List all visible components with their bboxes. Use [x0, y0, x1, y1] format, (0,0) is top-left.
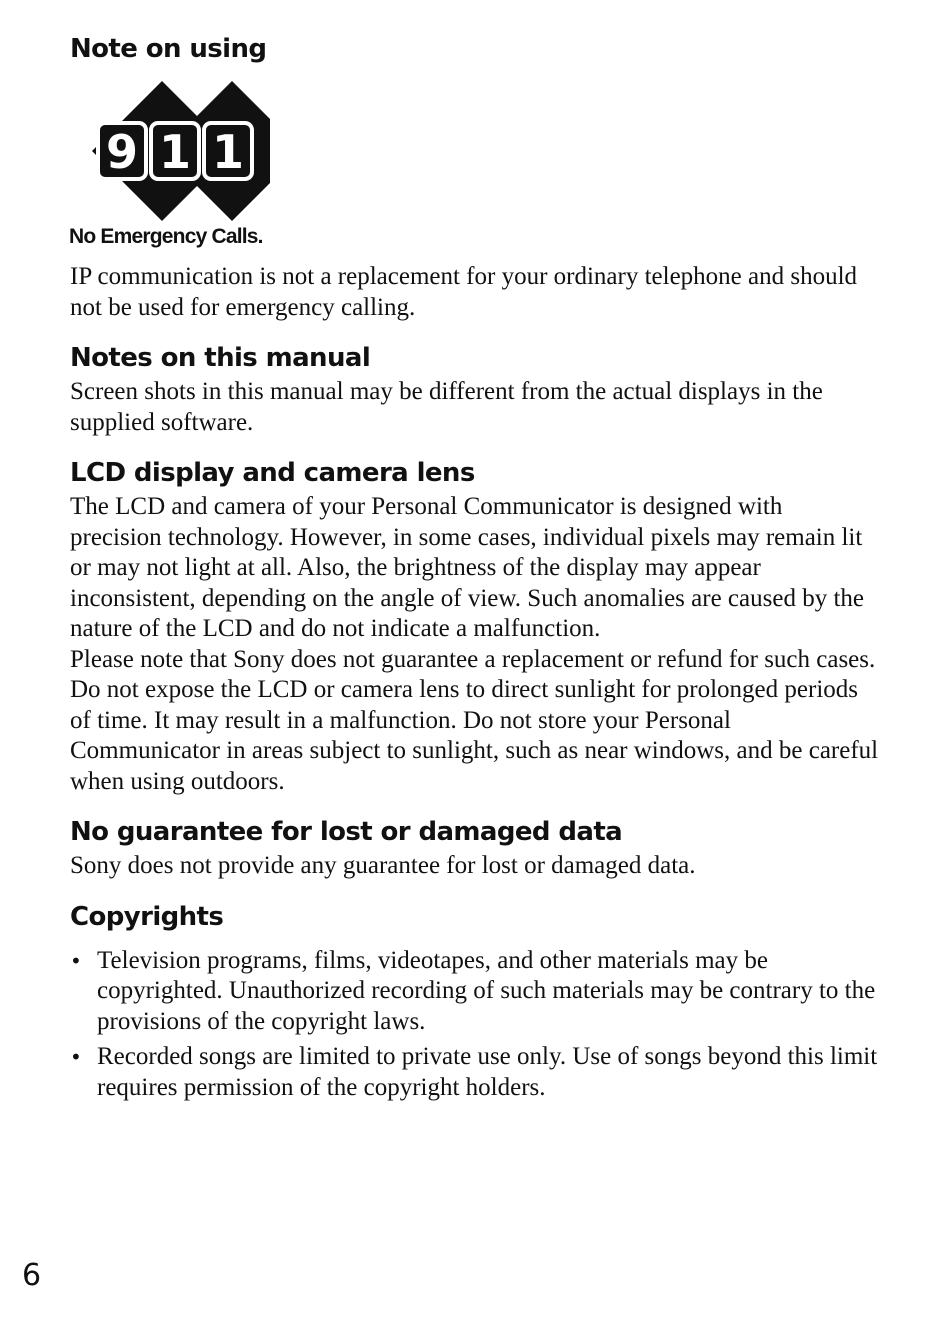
- no-911-emergency-logo-icon: [70, 76, 330, 246]
- paragraph: Do not expose the LCD or camera lens to direct sunlight for prolonged periods of time. It may result in a malfunction. Do not store your Personal Communicator in areas subject to sunlight, such as near windows, and be careful when using outdoors.: [70, 676, 879, 795]
- paragraph: Sony does not provide any guarantee for lost or damaged data.: [70, 852, 696, 879]
- paragraph: Screen shots in this manual may be different from the actual displays in the supplied software.: [70, 378, 823, 436]
- section-heading: No guarantee for lost or damaged data: [70, 817, 623, 847]
- section-heading: Notes on this manual: [70, 343, 371, 373]
- page-number: 6: [22, 1258, 42, 1293]
- paragraph: The LCD and camera of your Personal Communicator is designed with precision technology. However, in some cases, individual pixels may remain lit or may not light at all. Also, the brightness of the display may appear inconsistent, depending on the angle of view. Such anomalies are caused by the nature of the LCD and do not indicate a malfunction.: [70, 493, 864, 642]
- section-note-on-using: [70, 30, 880, 323]
- section-copyrights: [70, 898, 880, 1104]
- bullet-list: [70, 946, 880, 1104]
- manual-page: [70, 30, 880, 1108]
- logo-digit: 1: [158, 125, 192, 179]
- logo-digit: 9: [105, 125, 139, 179]
- section-no-guarantee: [70, 813, 880, 882]
- list-item: [70, 1042, 880, 1103]
- bullet-icon: •: [70, 948, 82, 973]
- bullet-icon: •: [70, 1045, 82, 1069]
- list-item-text: Recorded songs are limited to private use only. Use of songs beyond this limit requires permission of the copyright holders.: [97, 1043, 878, 1101]
- section-notes-on-manual: [70, 339, 880, 438]
- section-lcd-display: [70, 454, 880, 797]
- paragraph: Please note that Sony does not guarantee a replacement or refund for such cases.: [70, 645, 876, 673]
- section-heading: Copyrights: [70, 901, 224, 932]
- section-heading: Note on using: [70, 34, 267, 64]
- logo-digit: 1: [211, 125, 245, 179]
- section-heading: LCD display and camera lens: [70, 458, 475, 488]
- list-item-text: Television programs, films, videotapes, and other materials may be copyrighted. Unauthorized recording of such materials may be contrary to the provisions of the copyright laws.: [97, 946, 876, 1035]
- list-item: [70, 946, 880, 1038]
- logo-caption: No Emergency Calls.: [69, 225, 263, 248]
- paragraph: IP communication is not a replacement for your ordinary telephone and should not be used for emergency calling.: [70, 263, 858, 321]
